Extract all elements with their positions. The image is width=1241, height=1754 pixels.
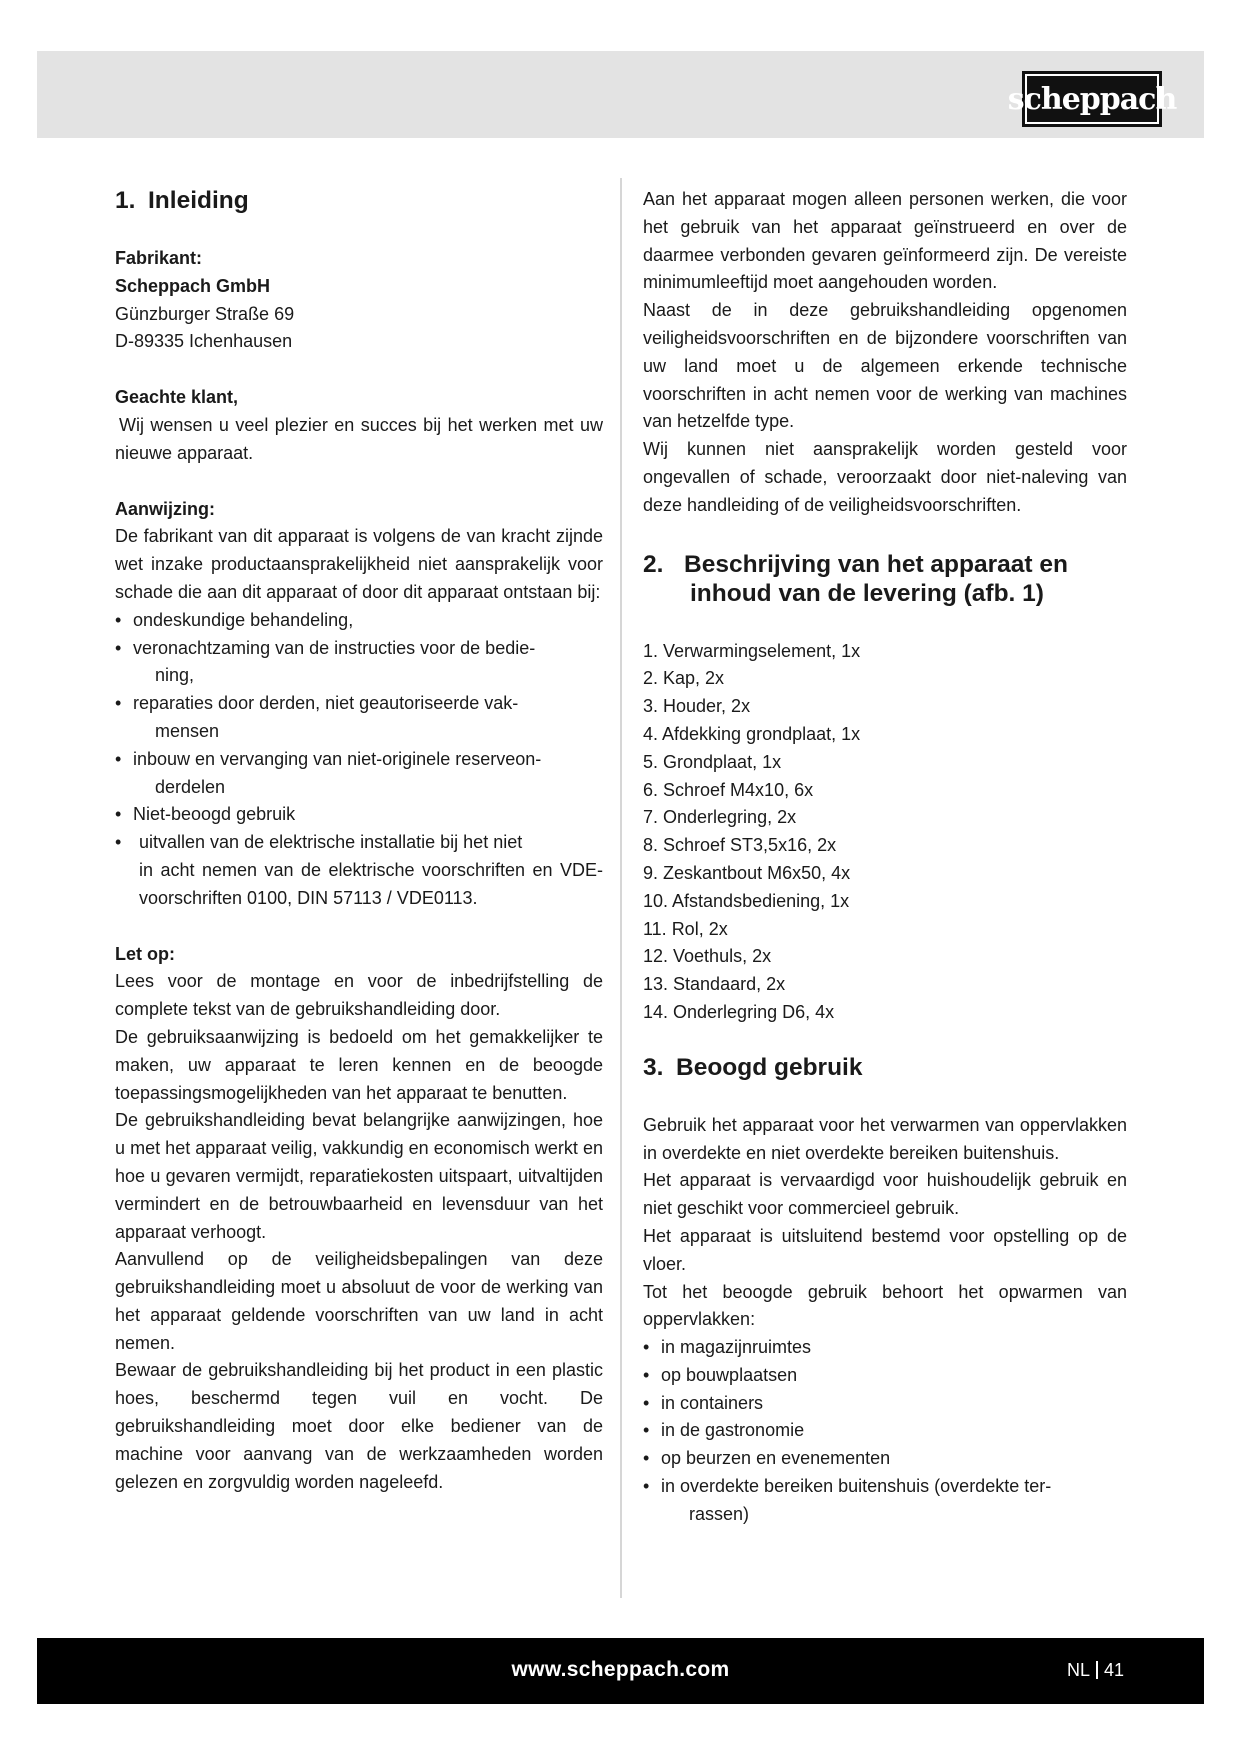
list-item: • uitvallen van de elektrische installatie bij het niet in acht nemen van de elektrische voorschriften en VDE-voorschriften 0100, DIN 57113 / VDE0113. [115,829,603,912]
attention-paragraph: De gebruikshandleiding bevat belangrijke aanwijzingen, hoe u met het apparaat veilig, vakkundig en economisch werkt en hoe u gevaren vermijdt, reparatiekosten uitspaart, uitvaltijden vermindert en de betrouwbaarheid en levensduur van het apparaat verhoogt. [115,1110,603,1242]
intro-paragraph: Aan het apparaat mogen alleen personen werken, die voor het gebruik van het apparaat geïnstrueerd en over de daarmee verbonden gevaren geïnformeerd zijn. De vereiste minimumleeftijd moet aangehouden worden. [643,189,1127,293]
list-item: 14. Onderlegring D6, 4x [643,1001,835,1022]
list-item: • in magazijnruimtes [643,1334,1127,1362]
list-item: 10. Afstandsbediening, 1x [643,890,850,911]
parts-list [643,638,1127,1027]
list-item: 8. Schroef ST3,5x16, 2x [643,835,837,856]
note-label: Aanwijzing: [115,498,215,519]
section-2-heading: 2. Beschrijving van het apparaat en inhoud van de levering (afb. 1) [643,550,1068,607]
list-item: 2. Kap, 2x [643,668,725,689]
list-item: • in de gastronomie [643,1417,1127,1445]
intro-paragraph: Wij kunnen niet aansprakelijk worden gesteld voor ongevallen of schade, veroorzaakt door niet-naleving van deze handleiding of de veiligheidsvoorschriften. [643,439,1127,515]
list-item: • in containers [643,1390,1127,1418]
list-item: • op beurzen en evenementen [643,1445,1127,1473]
use-paragraph: Het apparaat is vervaardigd voor huishoudelijk gebruik en niet geschikt voor commercieel gebruik. [643,1170,1127,1219]
greeting: Geachte klant, [115,387,239,408]
list-item: • veronachtzaming van de instructies voor de bedie- ning, [115,635,603,691]
page-number: NL 41 [1066,1660,1124,1680]
footer-bar [37,1638,1204,1704]
intro-paragraph: Naast de in deze gebruikshandleiding opgenomen veiligheidsvoorschriften en de bijzondere voorschriften van uw land moet u de algemeen erkende technische voorschriften in acht nemen voor de werking van machines van hetzelfde type. [643,300,1127,432]
list-item: • Niet-beoogd gebruik [115,801,603,829]
use-list [643,1334,1127,1529]
header-band [37,51,1204,138]
list-item: • ondeskundige behandeling, [115,607,603,635]
column-divider [620,178,622,1598]
liability-list [115,607,603,913]
list-item: • reparaties door derden, niet geautoriseerde vak- mensen [115,690,603,746]
list-item: • inbouw en vervanging van niet-originele reserveon- derdelen [115,746,603,802]
section-3-heading: 3. Beoogd gebruik [643,1053,863,1081]
attention-label: Let op: [115,943,175,964]
list-item: 7. Onderlegring, 2x [643,807,797,828]
list-item: 11. Rol, 2x [643,918,728,939]
attention-paragraph: Lees voor de montage en voor de inbedrijfstelling de complete tekst van de gebruikshandleiding door. [115,971,603,1020]
list-item: 5. Grondplaat, 1x [643,751,782,772]
list-item: 1. Verwarmingselement, 1x [643,640,861,661]
address-city: D-89335 Ichenhausen [115,331,293,352]
attention-paragraph: Aanvullend op de veiligheidsbepalingen van deze gebruikshandleiding moet u absoluut de voor de werking van het apparaat geldende voorschriften van uw land in acht nemen. [115,1249,603,1353]
use-paragraph: Gebruik het apparaat voor het verwarmen van oppervlakken in overdekte en niet overdekte bereiken buitenshuis. [643,1114,1127,1163]
right-column [643,186,1127,1529]
list-item: 3. Houder, 2x [643,696,751,717]
manufacturer-label: Fabrikant: [115,248,203,268]
list-item: 13. Standaard, 2x [643,974,786,995]
greeting-text: Wij wensen u veel plezier en succes bij het werken met uw nieuwe apparaat. [115,414,603,463]
scheppach-logo: scheppach [1022,71,1162,127]
list-item: • in overdekte bereiken buitenshuis (overdekte ter- rassen) [643,1473,1127,1529]
attention-paragraph: De gebruiksaanwijzing is bedoeld om het gemakkelijker te maken, uw apparaat te leren kennen en de beoogde toepassingsmogelijkheden van het apparaat te benutten. [115,1026,603,1103]
list-item: 9. Zeskantbout M6x50, 4x [643,862,851,883]
list-item: 4. Afdekking grondplaat, 1x [643,723,861,744]
note-text: De fabrikant van dit apparaat is volgens de van kracht zijnde wet inzake productaansprakelijkheid niet aansprakelijk voor schade die aan dit apparaat of door dit apparaat ontstaan bij: [115,526,603,602]
use-paragraph: Het apparaat is uitsluitend bestemd voor opstelling op de vloer. [643,1225,1127,1274]
list-item: 12. Voethuls, 2x [643,946,772,967]
section-1-heading: 1. Inleiding [115,187,249,214]
list-item: • op bouwplaatsen [643,1362,1127,1390]
manufacturer-name: Scheppach GmbH [115,275,271,296]
footer-url: www.scheppach.com [511,1658,730,1681]
use-paragraph: Tot het beoogde gebruik behoort het opwarmen van oppervlakken: [643,1281,1127,1330]
address-street: Günzburger Straße 69 [115,303,295,324]
list-item: 6. Schroef M4x10, 6x [643,779,814,800]
left-column [115,186,603,1496]
attention-paragraph: Bewaar de gebruikshandleiding bij het product in een plastic hoes, beschermd tegen vuil en vocht. De gebruikshandleiding moet door elke bediener van de machine voor aanvang van de werkzaamheden worden gelezen en zorgvuldig worden nageleefd. [115,1360,603,1492]
